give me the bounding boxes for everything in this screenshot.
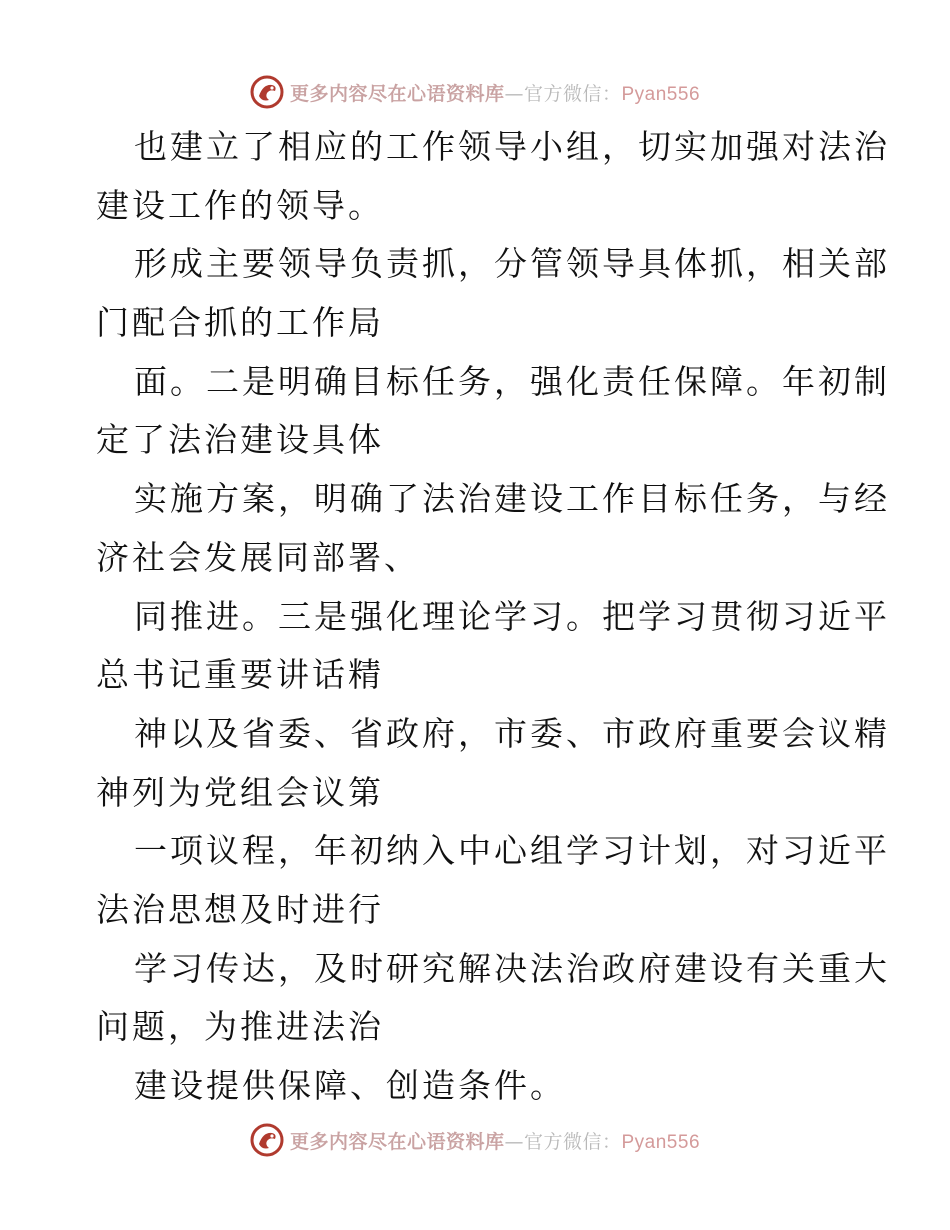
header-dash: — xyxy=(504,82,524,105)
dragon-logo-icon xyxy=(250,1123,284,1157)
header-official-label: 官方微信： xyxy=(523,82,622,105)
document-body xyxy=(96,118,890,1116)
text-line-11: 神以及省委、省政府，市委、市政府重要会议精 xyxy=(134,713,890,753)
text-line-1: 也建立了相应的工作领导小组，切实加强对法治 xyxy=(134,127,890,166)
header-banner xyxy=(0,72,950,112)
header-site-name: 更多内容尽在心语资料库 xyxy=(289,82,505,105)
dragon-logo-icon xyxy=(250,75,284,109)
text-line-4: 门配合抓的工作局 xyxy=(96,303,384,343)
text-line-6: 定了法治建设具体 xyxy=(96,420,384,460)
footer-dash: — xyxy=(504,1130,524,1153)
text-line-2: 建设工作的领导。 xyxy=(96,185,384,225)
text-line-8: 济社会发展同部署、 xyxy=(96,537,420,577)
footer-banner xyxy=(0,1120,950,1160)
text-line-7: 实施方案，明确了法治建设工作目标任务，与经 xyxy=(134,479,890,519)
footer-banner-text xyxy=(290,1127,700,1154)
text-line-15: 学习传达，及时研究解决法治政府建设有关重大 xyxy=(134,948,890,988)
text-line-12: 神列为党组会议第 xyxy=(96,772,384,812)
text-line-13: 一项议程，年初纳入中心组学习计划，对习近平 xyxy=(134,831,890,871)
text-line-9: 同推进。三是强化理论学习。把学习贯彻习近平 xyxy=(134,596,890,636)
footer-site-name: 更多内容尽在心语资料库 xyxy=(289,1130,505,1153)
text-line-17: 建设提供保障、创造条件。 xyxy=(134,1066,566,1105)
text-line-10: 总书记重要讲话精 xyxy=(96,655,384,695)
text-line-14: 法治思想及时进行 xyxy=(96,889,384,929)
text-line-16: 问题，为推进法治 xyxy=(96,1007,384,1047)
text-line-5: 面。二是明确目标任务，强化责任保障。年初制 xyxy=(134,361,890,401)
header-banner-text xyxy=(290,79,700,106)
header-wechat-id: Pyan556 xyxy=(621,83,701,105)
text-line-3: 形成主要领导负责抓，分管领导具体抓，相关部 xyxy=(134,244,890,284)
footer-wechat-id: Pyan556 xyxy=(621,1131,701,1153)
footer-official-label: 官方微信： xyxy=(523,1130,622,1153)
